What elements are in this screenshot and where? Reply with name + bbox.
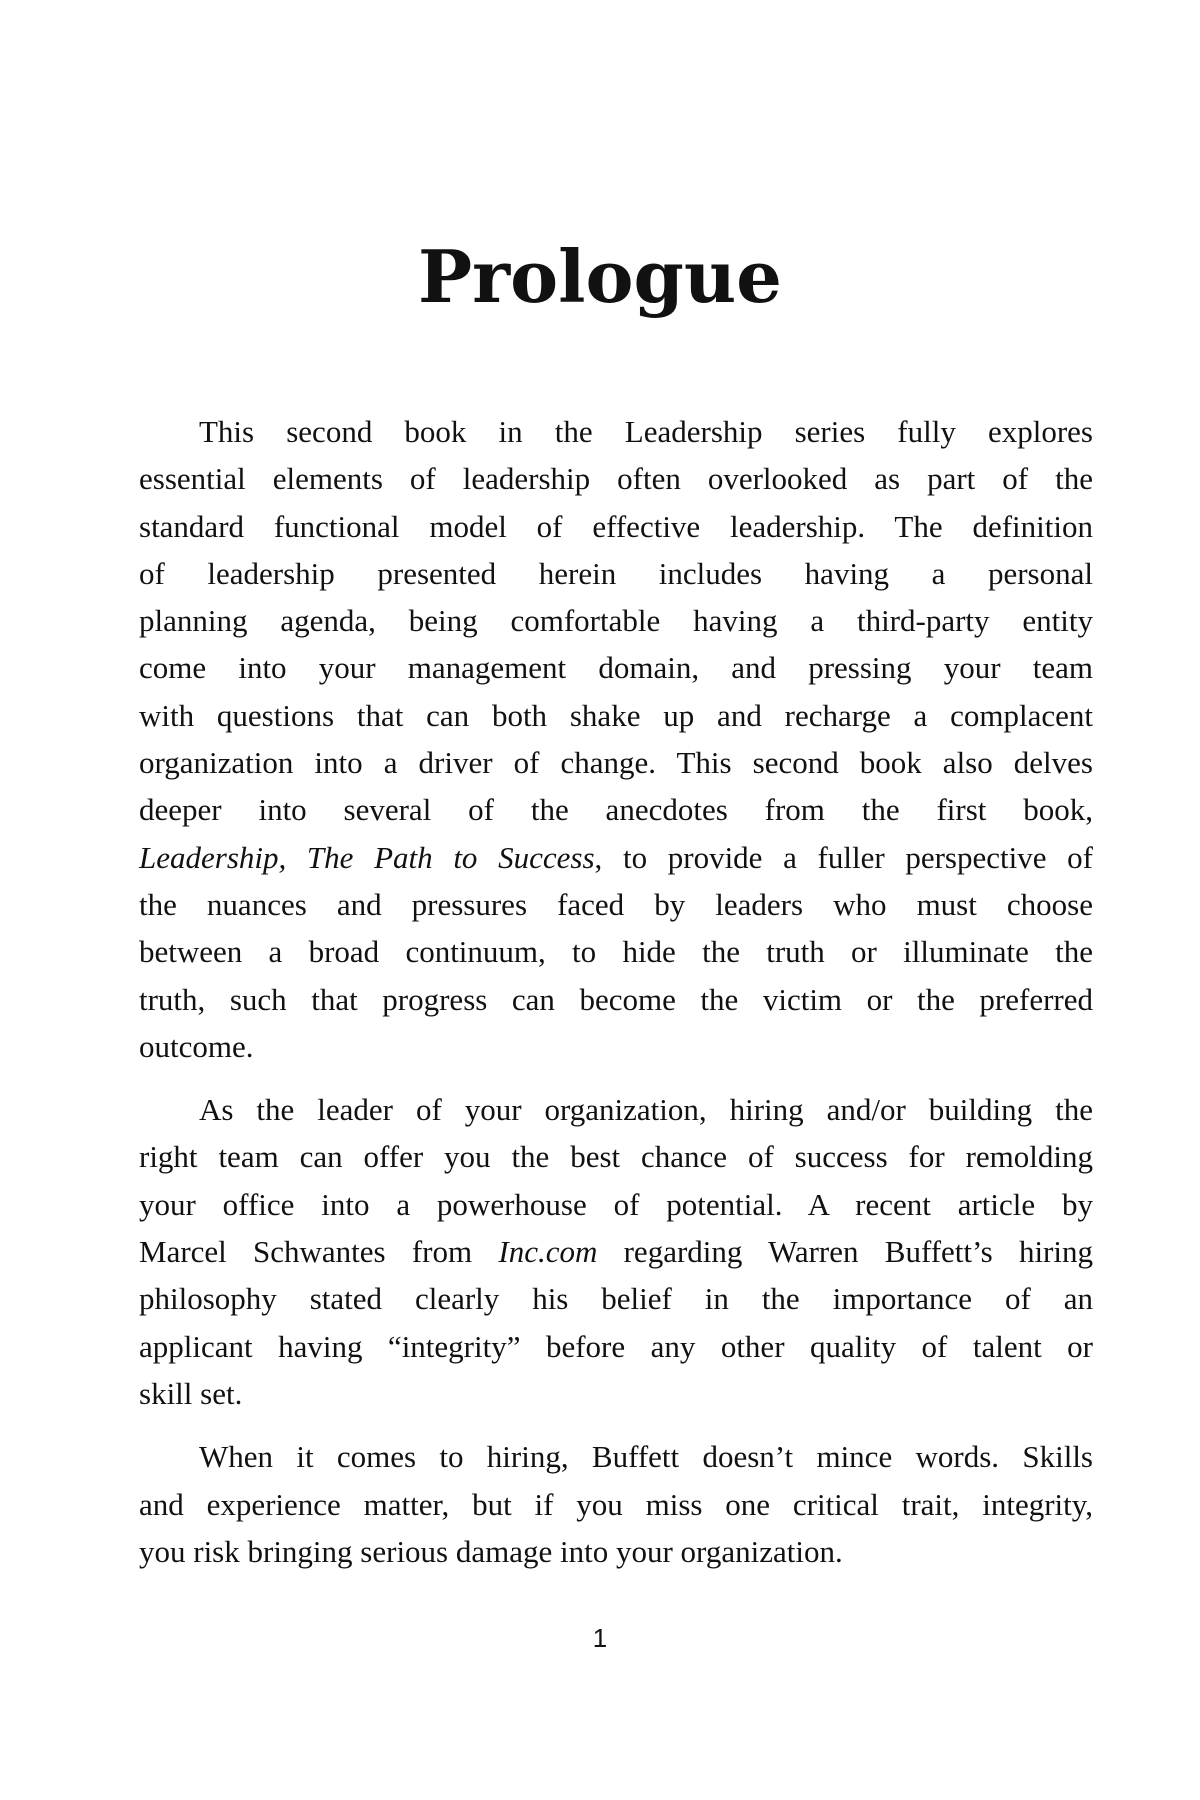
text-line — [139, 786, 1093, 833]
text-segment: , to provide a fuller perspective of — [594, 839, 1094, 875]
text-segment: outcome. — [139, 1028, 254, 1064]
text-segment: your office into a powerhouse of potential. A recent article by — [139, 1186, 1093, 1222]
text-line — [139, 692, 1093, 739]
text-segment: Marcel Schwantes from — [139, 1234, 499, 1270]
text-line — [139, 550, 1093, 597]
text-line — [139, 1481, 1093, 1528]
text-line — [139, 739, 1093, 786]
text-line — [139, 1181, 1093, 1228]
text-segment: applicant having “integrity” before any other quality of talent or — [139, 1328, 1093, 1364]
text-segment: As the leader of your organization, hiring and/or building the — [199, 1092, 1093, 1128]
text-segment: This second book in the Leadership series fully explores — [199, 414, 1093, 449]
text-segment: skill set. — [139, 1375, 243, 1411]
text-segment: of leadership presented herein includes having a personal — [139, 555, 1093, 591]
text-segment: deeper into several of the anecdotes from the first book, — [139, 792, 1093, 828]
text-line — [139, 1086, 1093, 1133]
text-line — [139, 1228, 1093, 1275]
text-segment: the nuances and pressures faced by leaders who must choose — [139, 886, 1093, 922]
text-segment: truth, such that progress can become the victim or the preferred — [139, 981, 1093, 1017]
text-line — [139, 834, 1093, 881]
text-segment: organization into a driver of change. This second book also delves — [139, 745, 1093, 781]
text-line — [139, 1023, 1093, 1070]
text-segment: right team can offer you the best chance of success for remolding — [139, 1139, 1093, 1175]
text-line — [139, 503, 1093, 550]
text-segment: with questions that can both shake up and recharge a complacent — [139, 697, 1093, 733]
text-line — [139, 1133, 1093, 1180]
text-segment: planning agenda, being comfortable having a third-party entity — [139, 603, 1093, 639]
paragraph — [139, 1433, 1093, 1575]
paragraph — [139, 408, 1093, 1070]
text-segment: standard functional model of effective leadership. The definition — [139, 508, 1093, 544]
text-line — [139, 976, 1093, 1023]
paragraph — [139, 1086, 1093, 1417]
text-segment: come into your management domain, and pressing your team — [139, 650, 1093, 686]
text-segment: philosophy stated clearly his belief in the importance of an — [139, 1281, 1093, 1317]
text-segment: you risk bringing serious damage into your organization. — [139, 1533, 843, 1569]
text-line — [139, 644, 1093, 691]
text-line — [139, 1323, 1093, 1370]
text-line — [139, 1528, 1093, 1575]
text-line — [139, 597, 1093, 644]
text-line — [139, 1275, 1093, 1322]
text-line — [139, 408, 1093, 455]
text-segment: essential elements of leadership often overlooked as part of the — [139, 461, 1093, 497]
text-segment: and experience matter, but if you miss one critical trait, integrity, — [139, 1486, 1093, 1522]
page-number: 1 — [592, 1623, 608, 1653]
chapter-title: Prologue — [418, 234, 782, 319]
body-text — [139, 408, 1093, 1575]
text-line — [139, 455, 1093, 502]
text-segment: regarding Warren Buffett’s hiring — [597, 1234, 1093, 1270]
text-line — [139, 1370, 1093, 1417]
text-segment: between a broad continuum, to hide the truth or illuminate the — [139, 934, 1093, 970]
text-line — [139, 881, 1093, 928]
text-line — [139, 1433, 1093, 1480]
italic-title: Leadership, The Path to Success — [139, 839, 595, 875]
italic-title: Inc.com — [498, 1234, 598, 1270]
text-segment: When it comes to hiring, Buffett doesn’t mince words. Skills — [199, 1439, 1093, 1475]
text-line — [139, 928, 1093, 975]
